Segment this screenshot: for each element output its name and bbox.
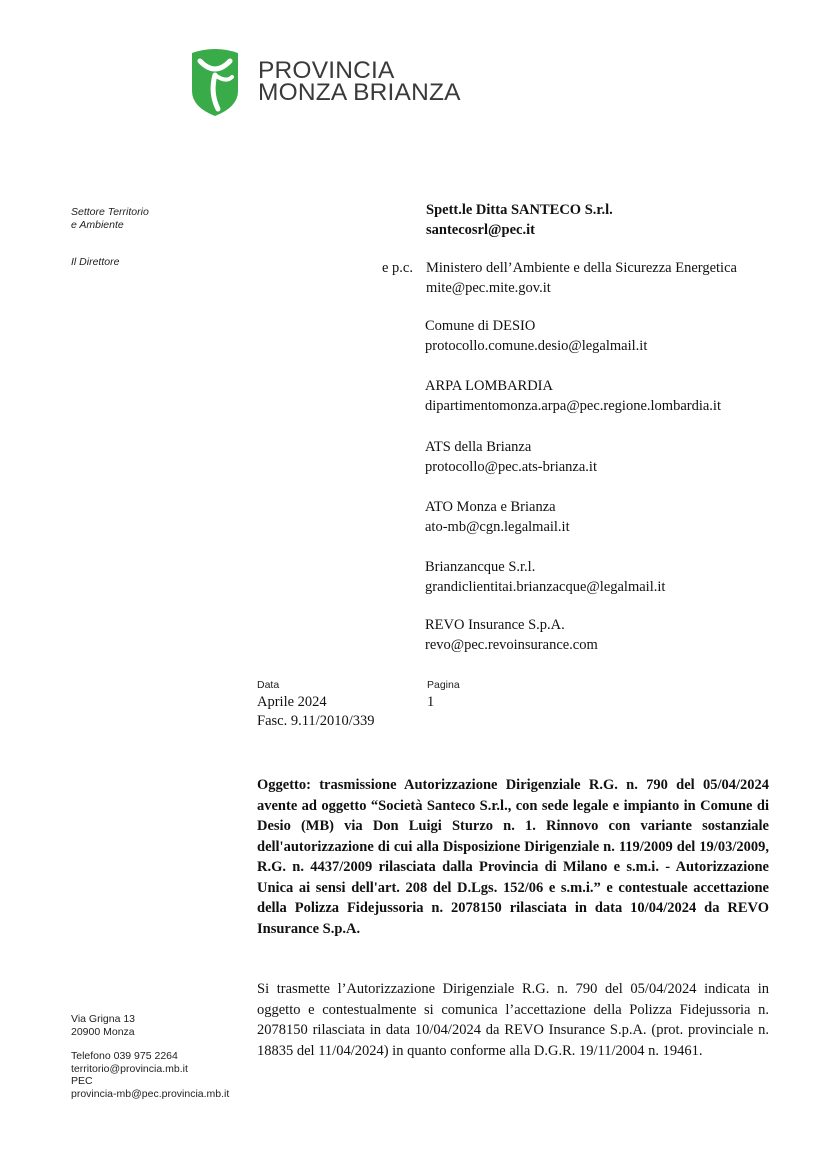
cc-email[interactable]: protocollo.comune.desio@legalmail.it xyxy=(425,337,648,354)
cc-recipient xyxy=(425,377,805,416)
cc-name: REVO Insurance S.p.A. xyxy=(425,617,565,633)
cc-recipient xyxy=(425,616,805,655)
cc-recipient xyxy=(425,317,805,356)
cc-name: ARPA LOMBARDIA xyxy=(425,378,553,394)
sector-line-2: e Ambiente xyxy=(71,218,124,231)
cc-email[interactable]: protocollo@pec.ats-brianza.it xyxy=(425,458,597,475)
pec-email[interactable]: provincia-mb@pec.provincia.mb.it xyxy=(71,1087,230,1100)
cc-email[interactable]: grandiclientitai.brianzacque@legalmail.it xyxy=(425,578,666,595)
cc-email[interactable]: mite@pec.mite.gov.it xyxy=(426,279,551,296)
province-emblem-icon xyxy=(188,47,242,117)
cc-email[interactable]: ato-mb@cgn.legalmail.it xyxy=(425,518,570,535)
cc-recipient xyxy=(425,558,805,597)
page-label: Pagina xyxy=(427,679,460,691)
cc-email[interactable]: dipartimentomonza.arpa@pec.regione.lombardia.it xyxy=(425,397,721,414)
role-label: Il Direttore xyxy=(71,256,120,268)
office-address xyxy=(71,1013,135,1038)
sector-line-1: Settore Territorio xyxy=(71,206,149,218)
date-value: Aprile 2024 xyxy=(257,694,327,710)
contact-block xyxy=(71,1050,229,1100)
contact-email[interactable]: territorio@provincia.mb.it xyxy=(71,1062,188,1075)
subject-paragraph: Oggetto: trasmissione Autorizzazione Dirigenziale R.G. n. 790 del 05/04/2024 avente ad oggetto “Società Santeco S.r.l., con sede legale e impianto in Comune di Desio (MB) via Don Luigi Sturzo n. 1. Rinnovo con variante sostanziale dell'autorizzazione di cui alla Disposizione Dirigenziale n. 119/2009 del 19/03/2009, R.G. n. 4437/2009 rilasciata dalla Provincia di Milano e s.m.i. - Autorizzazione Unica ai sensi dell'art. 208 del D.Lgs. 152/06 e s.m.i.” e contestuale accettazione della Polizza Fidejussoria n. 2078150 rilasciata in data 10/04/2024 da REVO Insurance S.p.A. xyxy=(257,777,769,937)
body-paragraph: Si trasmette l’Autorizzazione Dirigenziale R.G. n. 790 del 05/04/2024 indicata in oggetto e contestualmente si comunica l’accettazione della Polizza Fidejussoria n. 2078150 rilasciata in data 10/04/2024 da REVO Insurance S.p.A. (prot. provinciale n. 18835 del 11/04/2024) in quanto conforme alla D.G.R. 19/11/2004 n. 19461. xyxy=(257,981,769,1059)
date-label: Data xyxy=(257,679,280,691)
cc-name: ATS della Brianza xyxy=(425,439,532,455)
page-number: 1 xyxy=(427,694,435,710)
logo-line-1: PROVINCIA xyxy=(258,57,395,84)
province-logo xyxy=(188,47,461,117)
file-reference: Fasc. 9.11/2010/339 xyxy=(257,713,375,729)
address-line-2: 20900 Monza xyxy=(71,1025,135,1038)
cc-label: e p.c. xyxy=(382,260,413,276)
cc-name: Brianzancque S.r.l. xyxy=(425,559,536,575)
sector-name xyxy=(71,206,149,231)
cc-name: Comune di DESIO xyxy=(425,318,536,334)
phone-number: Telefono 039 975 2264 xyxy=(71,1050,178,1062)
pec-label: PEC xyxy=(71,1075,93,1087)
recipient-name: Spett.le Ditta SANTECO S.r.l. xyxy=(426,202,613,218)
recipient-email[interactable]: santecosrl@pec.it xyxy=(426,221,535,238)
main-recipient xyxy=(426,201,806,240)
cc-email[interactable]: revo@pec.revoinsurance.com xyxy=(425,636,598,653)
cc-name: ATO Monza e Brianza xyxy=(425,499,556,515)
cc-name: Ministero dell’Ambiente e della Sicurezza Energetica xyxy=(426,260,737,276)
cc-recipient xyxy=(426,259,806,298)
logo-wordmark xyxy=(258,57,461,106)
cc-recipient xyxy=(425,438,805,477)
cc-recipient xyxy=(425,498,805,537)
address-line-1: Via Grigna 13 xyxy=(71,1013,136,1025)
logo-line-2: MONZA BRIANZA xyxy=(258,79,461,106)
